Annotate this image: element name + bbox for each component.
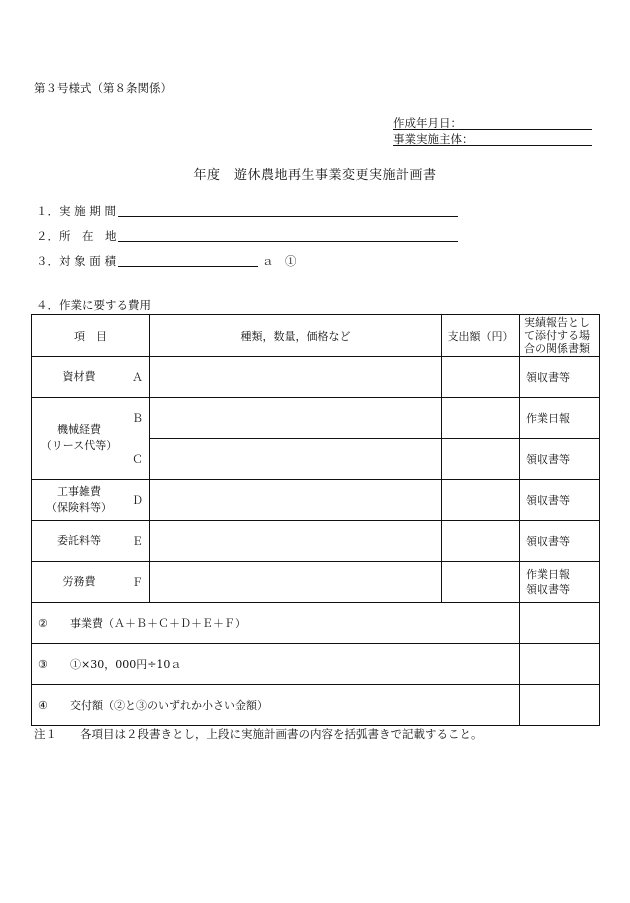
evidence-cell-a: 領収書等 <box>520 357 600 398</box>
header-expense: 支出額（円） <box>442 315 520 357</box>
section4-title: ４．作業に要する費用 <box>36 298 151 312</box>
table-row-commission <box>32 521 600 562</box>
details-cell-c[interactable] <box>150 439 442 480</box>
item-name-materials: 資材費 <box>62 370 96 383</box>
total-area-num: ③ <box>38 658 48 671</box>
item-cell-labor <box>32 562 150 603</box>
area-unit: ａ ① <box>262 254 297 268</box>
expense-cell-e[interactable] <box>442 521 520 562</box>
item-letter-c: Ｃ <box>132 453 143 466</box>
details-cell-e[interactable] <box>150 521 442 562</box>
evidence-cell-e: 領収書等 <box>520 521 600 562</box>
item-cell-construction <box>32 480 150 521</box>
table-row-construction <box>32 480 600 521</box>
details-cell-f[interactable] <box>150 562 442 603</box>
header-evidence-line1: 実績報告とし <box>524 316 590 329</box>
total-area-label <box>32 644 520 685</box>
item-name-labor: 労務費 <box>62 575 96 588</box>
form-number: 第３号様式（第８条関係） <box>34 81 172 95</box>
grant-label <box>32 685 520 726</box>
total-area-text: ①×30，000円÷10ａ <box>70 658 182 671</box>
evidence-f-line2: 領収書等 <box>526 583 570 596</box>
grant-value[interactable] <box>520 685 600 726</box>
item-name-machinery <box>32 422 126 454</box>
details-cell-a[interactable] <box>150 357 442 398</box>
evidence-cell-b: 作業日報 <box>520 398 600 439</box>
created-date-label: 作成年月日： <box>393 116 462 130</box>
item-name-machinery-line2: （リース代等） <box>40 439 118 452</box>
details-cell-b[interactable] <box>150 398 442 439</box>
period-field[interactable] <box>118 216 458 217</box>
grant-text: 交付額（②と③のいずれか小さい金額） <box>70 699 268 712</box>
total-project-label <box>32 603 520 644</box>
evidence-cell-f <box>520 562 600 603</box>
item-letter-d: Ｄ <box>132 494 143 507</box>
implementer-label: 事業実施主体： <box>393 132 474 146</box>
table-row-total-project <box>32 603 600 644</box>
implementer-field[interactable] <box>393 145 592 146</box>
item-cell-materials <box>32 357 150 398</box>
evidence-cell-d: 領収書等 <box>520 480 600 521</box>
table-row-grant <box>32 685 600 726</box>
item-cell-commission <box>32 521 150 562</box>
header-evidence <box>520 315 600 357</box>
item-name-commission: 委託料等 <box>57 534 101 547</box>
created-date-field[interactable] <box>393 129 592 130</box>
table-row-materials <box>32 357 600 398</box>
footnote: 注１ 各項目は２段書きとし，上段に実施計画書の内容を括弧書きで記載すること。 <box>34 727 483 741</box>
area-label: ３．対 象 面 積 <box>36 254 116 268</box>
evidence-f-line1: 作業日報 <box>526 568 570 581</box>
expense-cell-d[interactable] <box>442 480 520 521</box>
table-header-row <box>32 315 600 357</box>
expense-cell-b[interactable] <box>442 398 520 439</box>
item-name-construction-line1: 工事雑費 <box>57 485 101 498</box>
total-project-num: ② <box>38 617 48 630</box>
grant-num: ④ <box>38 699 48 712</box>
expense-cell-f[interactable] <box>442 562 520 603</box>
total-project-value[interactable] <box>520 603 600 644</box>
header-item: 項 目 <box>32 315 150 357</box>
location-label: ２．所 在 地 <box>36 229 117 243</box>
table-row-total-area <box>32 644 600 685</box>
item-letter-f: Ｆ <box>132 576 143 589</box>
header-evidence-line3: 合の関係書類 <box>524 342 590 355</box>
total-project-text: 事業費（Ａ＋Ｂ＋Ｃ＋Ｄ＋Ｅ＋Ｆ） <box>70 617 246 630</box>
item-letter-a: Ａ <box>132 371 143 384</box>
location-field[interactable] <box>118 241 458 242</box>
item-letter-b: Ｂ <box>132 412 143 425</box>
item-name-construction <box>32 484 126 516</box>
table-row-labor <box>32 562 600 603</box>
header-evidence-line2: て添付する場 <box>524 329 590 342</box>
evidence-cell-c: 領収書等 <box>520 439 600 480</box>
header-details: 種類，数量，価格など <box>150 315 442 357</box>
item-name-machinery-line1: 機械経費 <box>57 423 101 436</box>
details-cell-d[interactable] <box>150 480 442 521</box>
period-label: １．実 施 期 間 <box>36 204 116 218</box>
total-area-value[interactable] <box>520 644 600 685</box>
table-row-machinery-b <box>32 398 600 439</box>
cost-table <box>31 314 600 726</box>
expense-cell-a[interactable] <box>442 357 520 398</box>
document-title: 年度 遊休農地再生事業変更実施計画書 <box>193 168 437 183</box>
item-name-construction-line2: （保険料等） <box>46 501 112 514</box>
item-letter-e: Ｅ <box>132 535 143 548</box>
item-cell-machinery <box>32 398 150 480</box>
area-field[interactable] <box>118 266 258 267</box>
expense-cell-c[interactable] <box>442 439 520 480</box>
